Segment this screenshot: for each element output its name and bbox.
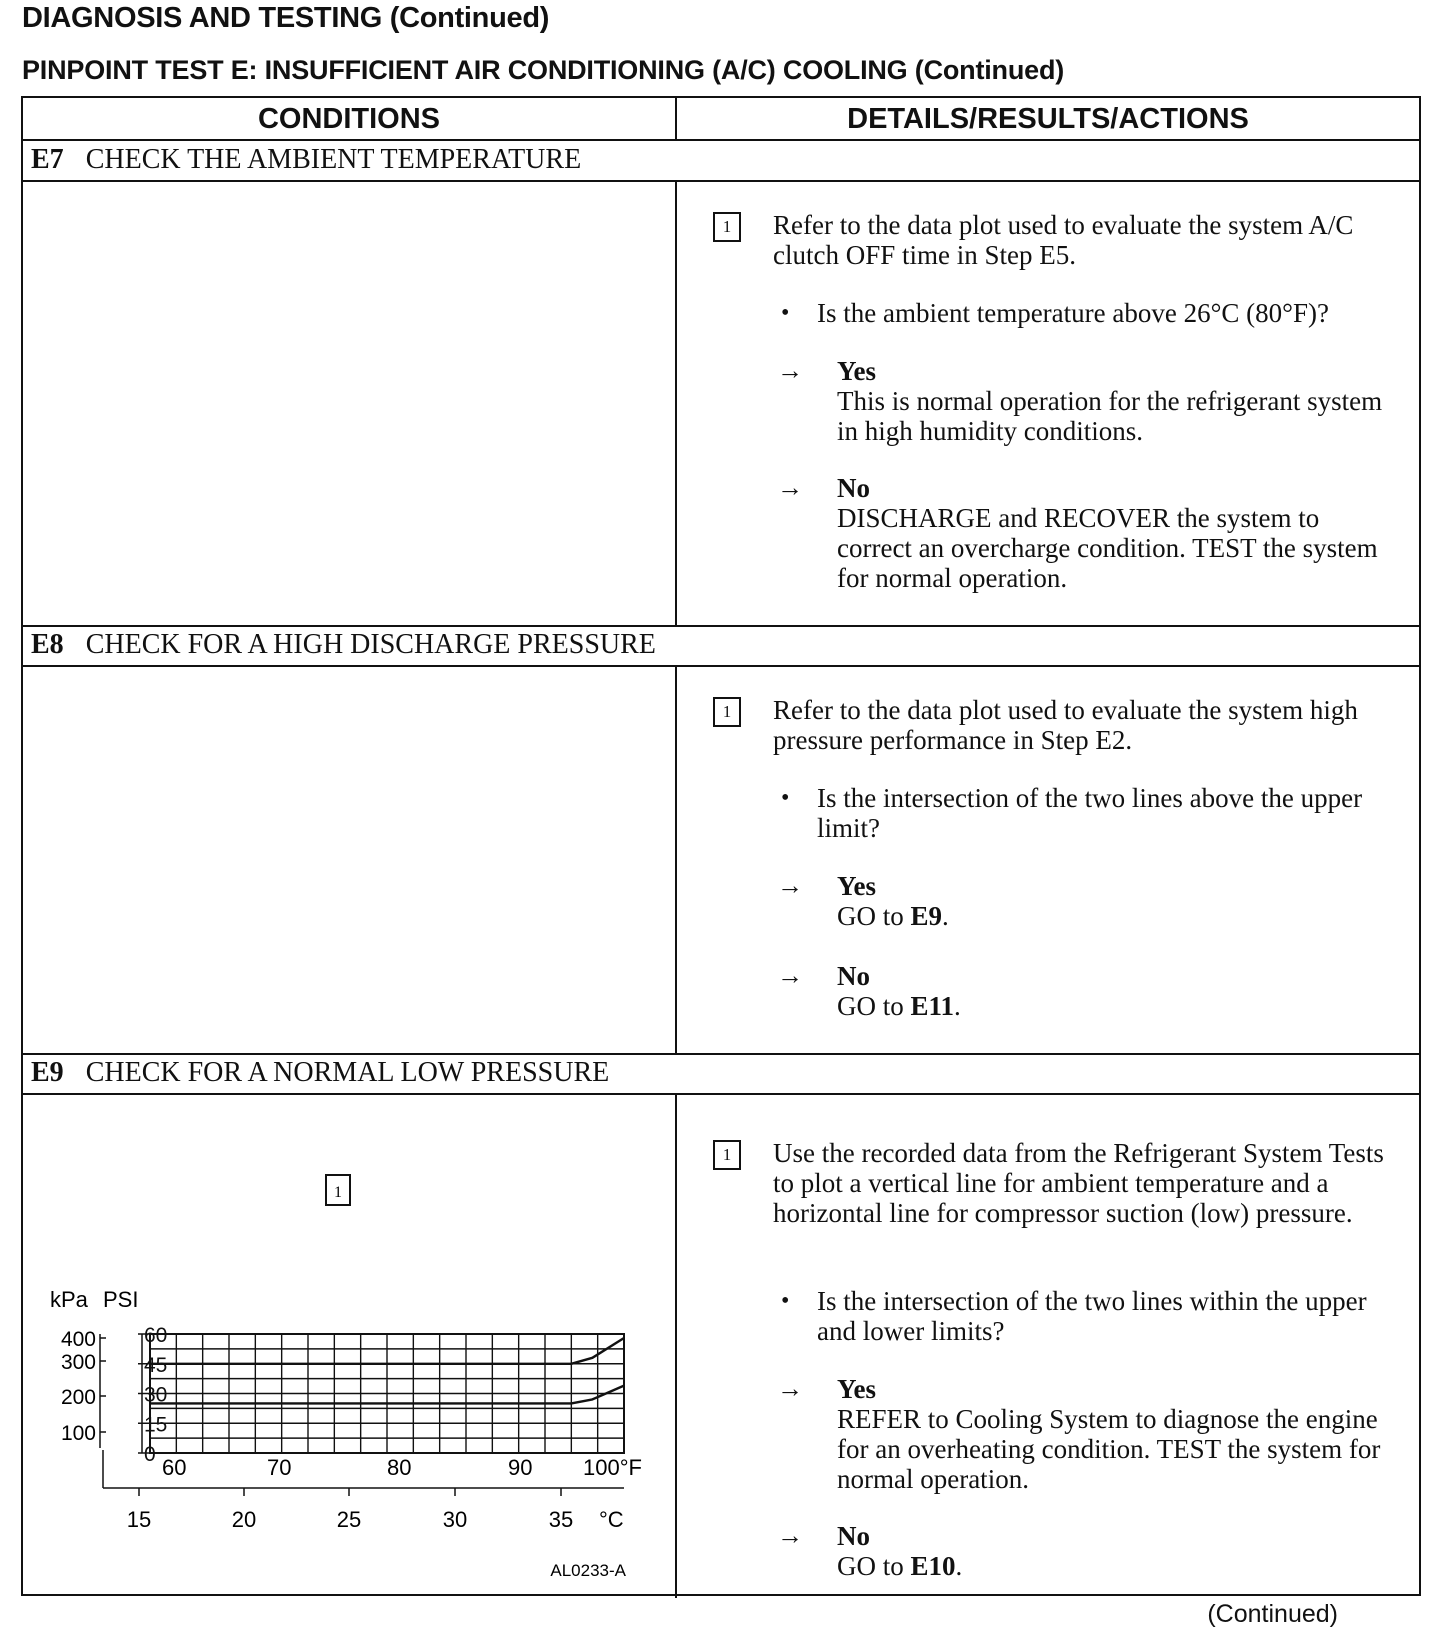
goto-text: GO to [837,991,911,1021]
bullet-icon: • [781,785,790,811]
goto-step-link[interactable]: E11 [910,991,955,1021]
step-e7-no-label: No [837,473,870,503]
kpa-tick-label: 400 [60,1328,96,1351]
step-number-label: 1 [334,1184,342,1201]
step-e9-yes-action: REFER to Cooling System to diagnose the engine for an overheating condition. TEST the system for normal operation. [837,1404,1381,1494]
step-e8-title-text: CHECK FOR A HIGH DISCHARGE PRESSURE [85,629,656,660]
step-e9-title [31,1053,609,1093]
step-number-box: 1 [713,1140,741,1170]
step-e9-no-action [837,1551,1397,1581]
bullet-icon: • [781,1288,790,1314]
step-e8-no-label: No [837,961,870,991]
step-e7-id: E7 [31,144,64,175]
goto-step-link[interactable]: E10 [910,1551,956,1581]
step-number-box: 1 [713,212,741,242]
kpa-tick-label: 100 [60,1422,96,1445]
step-e7-question: Is the ambient temperature above 26°C (80°F)? [817,298,1329,328]
kpa-tick-label: 200 [60,1386,96,1409]
celsius-tick-label: 30 [442,1507,468,1532]
step-e7-yes-action: This is normal operation for the refrigerant system in high humidity conditions. [837,386,1383,446]
bullet-icon: • [781,300,790,326]
arrow-right-icon: → [777,473,803,502]
figure-id-label: AL0233-A [550,1561,626,1580]
row-divider [23,1093,1419,1095]
column-divider [675,180,677,625]
row-divider [23,180,1419,182]
fahrenheit-tick-label: 70 [267,1455,292,1480]
step-e9-id: E9 [31,1057,64,1088]
punctuation: . [942,901,949,931]
step-e7-title-text: CHECK THE AMBIENT TEMPERATURE [85,144,582,175]
pinpoint-test-title: PINPOINT TEST E: INSUFFICIENT AIR CONDITIONING (A/C) COOLING (Continued) [22,55,1065,85]
step-number-box: 1 [713,697,741,727]
row-divider [23,665,1419,667]
step-e8-yes-action [837,901,1397,931]
column-divider [675,98,677,140]
celsius-tick-label: 15 [126,1507,152,1532]
step-e9-title-text: CHECK FOR A NORMAL LOW PRESSURE [85,1057,610,1088]
column-divider [675,1093,677,1598]
step-e9-no-label: No [837,1521,870,1551]
fahrenheit-tick-label: 60 [162,1455,187,1480]
goto-step-link[interactable]: E9 [910,901,943,931]
step-e8-title [31,625,656,665]
celsius-tick-label: 20 [231,1507,257,1532]
column-header-details: DETAILS/RESULTS/ACTIONS [847,103,1249,135]
arrow-right-icon: → [777,871,803,900]
psi-tick-label: 45 [144,1353,168,1377]
psi-tick-label: 30 [144,1383,168,1407]
fahrenheit-tick-label: 90 [508,1455,533,1480]
punctuation: . [954,991,961,1021]
fahrenheit-tick-label: 100°F [583,1455,642,1480]
fahrenheit-tick-label: 80 [387,1455,412,1480]
step-e9-instruction: Use the recorded data from the Refrigerant System Tests to plot a vertical line for ambient temperature and a horizontal line for compressor suction (low) pressure. [773,1138,1384,1228]
psi-tick-label: 60 [144,1324,168,1347]
low-pressure-chart [23,1098,675,1598]
step-e7-no-action: DISCHARGE and RECOVER the system to correct an overcharge condition. TEST the system for normal operation. [837,503,1378,593]
arrow-right-icon: → [777,356,803,385]
step-e8-no-action [837,991,1397,1021]
goto-text: GO to [837,1551,911,1581]
step-e8-instruction: Refer to the data plot used to evaluate the system high pressure performance in Step E2. [773,695,1358,755]
step-e8-question: Is the intersection of the two lines above the upper limit? [817,783,1363,843]
step-e7-yes-label: Yes [837,356,876,386]
psi-tick-label: 0 [144,1443,156,1466]
step-e7-title [31,140,581,180]
psi-tick-label: 15 [144,1413,168,1437]
arrow-right-icon: → [777,1521,803,1550]
celsius-tick-label: 25 [336,1507,362,1532]
continued-label: (Continued) [1207,1600,1338,1628]
step-e9-question: Is the intersection of the two lines within the upper and lower limits? [817,1286,1367,1346]
goto-text: GO to [837,901,911,931]
step-e9-yes-label: Yes [837,1374,876,1404]
y-axis-unit-psi: PSI [103,1287,139,1312]
celsius-unit-label: °C [599,1507,624,1532]
punctuation: . [955,1551,963,1581]
arrow-right-icon: → [777,1374,803,1403]
kpa-tick-label: 300 [60,1351,96,1374]
y-axis-unit-kpa: kPa [50,1287,88,1312]
arrow-right-icon: → [777,961,803,990]
step-e8-yes-label: Yes [837,871,876,901]
celsius-tick-label: 35 [548,1507,574,1532]
diagnosis-table [21,96,1421,1596]
column-header-conditions: CONDITIONS [257,103,441,135]
column-divider [675,665,677,1053]
step-e8-id: E8 [31,629,64,660]
step-e7-instruction: Refer to the data plot used to evaluate the system A/C clutch OFF time in Step E5. [773,210,1354,270]
page-title: DIAGNOSIS AND TESTING (Continued) [22,2,550,34]
